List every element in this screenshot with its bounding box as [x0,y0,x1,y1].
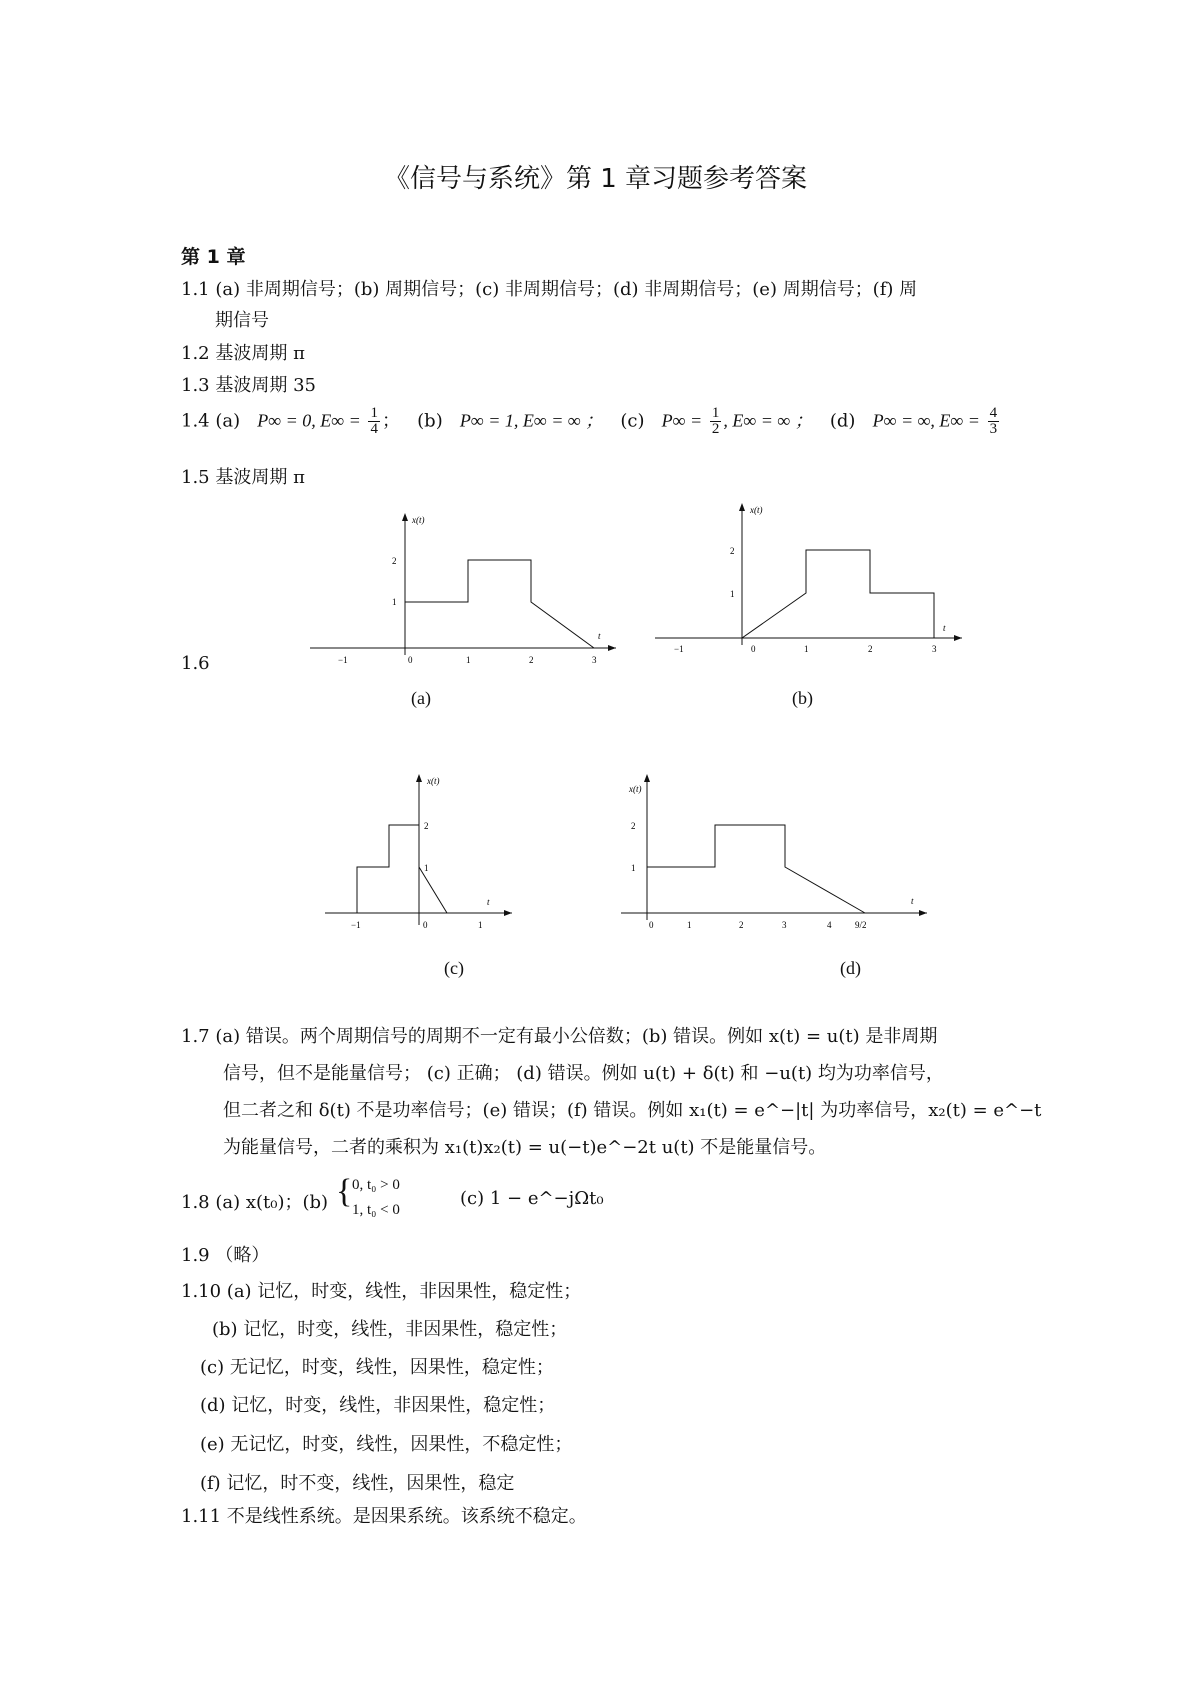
x-tick-neg1: −1 [674,644,684,654]
answer-1-4c-text1: P∞ = [661,410,703,431]
answer-1-5: 1.5 基波周期 π [181,467,305,488]
answer-1-4c-text2: , E∞ = ∞ ； [723,410,813,431]
fraction-numerator: 1 [711,405,720,421]
x-axis-arrow [608,645,616,651]
y-tick-1: 1 [392,597,397,607]
fraction-numerator: 4 [989,405,998,421]
x-tick-1: 1 [466,655,471,665]
plot-a [300,505,620,670]
x-tick-1: 1 [804,644,809,654]
x-tick-3: 3 [932,644,937,654]
page-title: 《信号与系统》第 1 章习题参考答案 [383,164,808,194]
answer-1-4c-label: (c) [620,410,645,432]
y-tick-1: 1 [631,863,636,873]
signal-curve [405,560,594,648]
x-tick-2: 2 [529,655,534,665]
y-axis-arrow [416,774,422,782]
x-tick-2: 2 [739,920,744,930]
x-axis-label: t [598,631,601,641]
answer-1-4a-text: P∞ = 0, E∞ = [257,410,361,431]
y-tick-2: 2 [730,546,735,556]
answer-1-10-c: (c) 无记忆，时变，线性，因果性，稳定性； [200,1357,554,1378]
plot-b [650,495,970,660]
x-tick-0: 0 [649,920,654,930]
x-tick-0: 0 [423,920,428,930]
answer-1-4b-label: (b) [417,410,443,432]
plot-b-caption: (b) [792,688,813,708]
x-tick-4: 4 [827,920,832,930]
fraction-denominator: 4 [370,421,378,437]
fraction-1-4d [988,406,1000,437]
plot-c [320,770,520,935]
answer-1-1-line1: 1.1 (a) 非周期信号；(b) 周期信号；(c) 非周期信号；(d) 非周期信号；(e) 周期信号；(f) 周 [181,279,918,300]
y-tick-1: 1 [730,589,735,599]
x-tick-1: 1 [687,920,692,930]
answer-1-4b-text: P∞ = 1, E∞ = ∞ ； [459,410,604,431]
answer-1-7-line4: 为能量信号，二者的乘积为 x₁(t)x₂(t) = u(−t)e^−2t u(t) 不是能量信号。 [223,1137,827,1158]
answer-1-7-line2: 信号，但不是能量信号； (c) 正确； (d) 错误。例如 u(t) + δ(t) 和 −u(t) 均为功率信号， [223,1063,944,1084]
x-axis-arrow [504,910,512,916]
x-tick-3: 3 [592,655,597,665]
y-axis-label: x(t) [629,784,642,794]
plot-a-caption: (a) [411,688,431,708]
x-tick-0: 0 [408,655,413,665]
fraction-1-4c [710,406,722,437]
answer-1-6: 1.6 [181,653,210,674]
y-axis-arrow [644,774,650,782]
answer-1-10-d: (d) 记忆，时变，线性，非因果性，稳定性； [200,1395,556,1416]
answer-1-4: 1.4 (a) P∞ = 0, E∞ = $\frac{1}{4}$ ； (b) P∞ = 1, E∞ = ∞ ； (c) P∞ = $\frac{1}{2}$ , E∞ = ∞ ； (d) P∞ = ∞, E∞ = $\frac{4}{3}$ [181,405,998,437]
answer-1-2: 1.2 基波周期 π [181,343,305,364]
x-tick-0: 0 [751,644,756,654]
x-tick-3: 3 [782,920,787,930]
fraction-denominator: 2 [711,421,720,437]
chapter-heading: 第 1 章 [181,246,246,268]
x-tick-9-2: 9/2 [855,920,867,930]
answer-1-7-line1: 1.7 (a) 错误。两个周期信号的周期不一定有最小公倍数；(b) 错误。例如 x(t) = u(t) 是非周期 [181,1026,938,1047]
plot-c-caption: (c) [444,958,464,978]
answer-1-7-line3: 但二者之和 δ(t) 不是功率信号；(e) 错误；(f) 错误。例如 x₁(t) = e^−|t| 为功率信号，x₂(t) = e^−t [223,1100,1042,1121]
y-axis-label: x(t) [750,505,763,515]
left-brace: { [336,1173,353,1210]
answer-1-4d-text: P∞ = ∞, E∞ = [872,410,980,431]
x-axis-arrow [919,910,927,916]
answer-1-4-label: 1.4 (a) [181,410,241,432]
signal-curve [647,825,865,913]
y-axis-label: x(t) [412,515,425,525]
y-axis-arrow [739,503,745,511]
answer-1-4d-label: (d) [829,410,856,432]
y-tick-1: 1 [424,863,429,873]
plot-d [615,770,935,935]
answer-1-8-label: 1.8 (a) x(t₀)；(b) [181,1192,329,1213]
fraction-denominator: 3 [989,421,998,437]
y-tick-2: 2 [424,821,429,831]
x-tick-neg1: −1 [338,655,348,665]
answer-1-10-b: (b) 记忆，时变，线性，非因果性，稳定性； [212,1319,568,1340]
x-tick-2: 2 [868,644,873,654]
x-tick-1: 1 [478,920,483,930]
fraction-1-4a [368,406,380,437]
answer-1-8-c: (c) 1 − e^−jΩt₀ [460,1188,604,1209]
answer-1-9: 1.9 （略） [181,1245,270,1266]
y-axis-arrow [402,513,408,521]
answer-1-8-case2: 1, t₀ < 0 [352,1202,400,1218]
answer-1-8-case1: 0, t₀ > 0 [352,1177,400,1193]
answer-1-10-a: 1.10 (a) 记忆，时变，线性，非因果性，稳定性； [181,1281,582,1302]
x-axis-label: t [487,897,490,907]
signal-curve [357,825,447,913]
answer-1-1-line2: 期信号 [215,310,269,331]
x-tick-neg1: −1 [351,920,361,930]
x-axis-label: t [911,896,914,906]
signal-curve [742,550,934,638]
x-axis-label: t [943,623,946,633]
y-tick-2: 2 [392,556,397,566]
answer-1-10-f: (f) 记忆，时不变，线性，因果性，稳定 [200,1473,515,1494]
answer-1-10-e: (e) 无记忆，时变，线性，因果性，不稳定性； [200,1434,573,1455]
y-axis-label: x(t) [427,776,440,786]
y-tick-2: 2 [631,821,636,831]
fraction-numerator: 1 [370,405,378,421]
answer-1-3: 1.3 基波周期 35 [181,375,316,396]
plot-d-caption: (d) [840,958,861,978]
x-axis-arrow [954,635,962,641]
answer-1-11: 1.11 不是线性系统。是因果系统。该系统不稳定。 [181,1506,587,1527]
